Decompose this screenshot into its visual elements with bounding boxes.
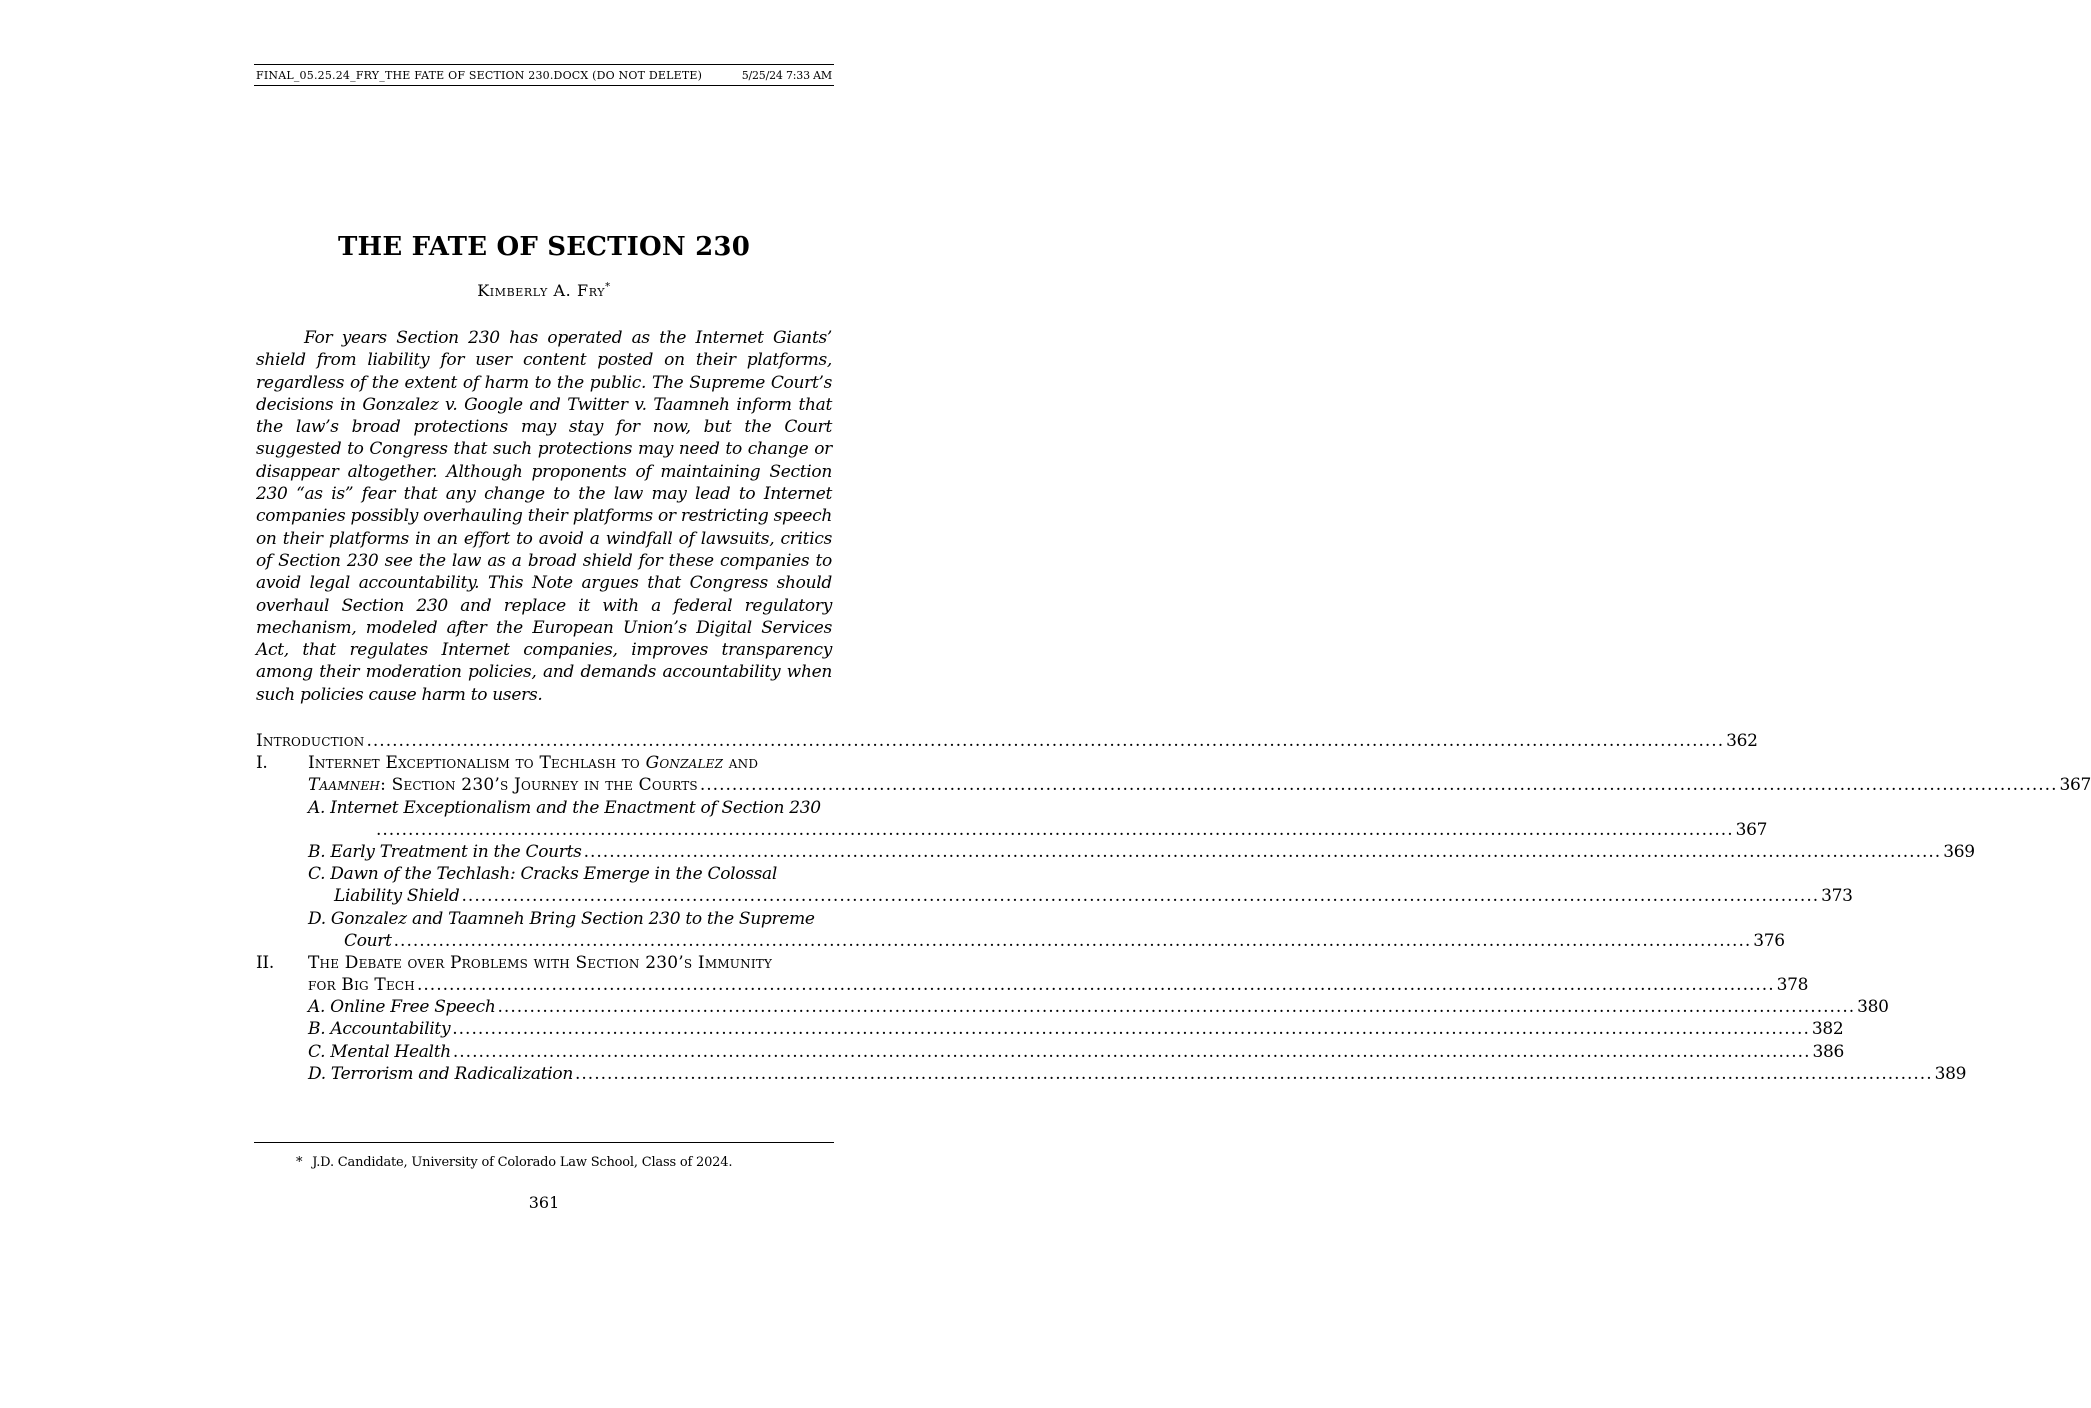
toc-page-number: 376 — [1753, 930, 1785, 951]
toc-entry-part-1 — [256, 752, 832, 774]
toc-entry-2d — [256, 1063, 1967, 1085]
footnote-divider — [254, 1142, 834, 1143]
article-title: THE FATE OF SECTION 230 — [338, 232, 750, 262]
header-timestamp: 5/25/24 7:33 AM — [741, 68, 832, 82]
author-line — [254, 281, 834, 300]
toc-entry-part-2 — [256, 952, 832, 974]
toc-entry-introduction — [256, 730, 1758, 752]
toc-label: Internet Exceptionalism to Techlash to — [308, 753, 646, 774]
toc-label: Introduction — [256, 731, 365, 751]
toc-leader — [575, 1063, 1933, 1085]
running-header — [254, 64, 834, 86]
toc-leader — [700, 774, 2058, 796]
toc-part-number: II. — [256, 952, 274, 973]
toc-leader — [453, 1041, 1811, 1063]
toc-leader — [452, 1018, 1810, 1040]
toc-entry-part-1-cont — [256, 774, 2091, 796]
toc-label: B. Accountability — [308, 1019, 451, 1040]
toc-page-number: 378 — [1776, 975, 1809, 996]
toc-label: Liability Shield — [334, 886, 460, 907]
toc-entry-2a — [256, 996, 1889, 1018]
toc-leader — [498, 996, 1856, 1018]
toc-entry-2c — [256, 1041, 1845, 1063]
footnote-marker: * — [296, 1155, 303, 1170]
toc-label: D. Gonzalez and Taamneh Bring Section 230 to the Supreme — [308, 908, 815, 929]
author-name: Kimberly A. Fry — [477, 281, 606, 300]
toc-label: C. Dawn of the Techlash: Cracks Emerge in the Colossal — [308, 864, 778, 885]
toc-leader — [376, 819, 1734, 841]
toc-entry-1d-cont — [256, 930, 1785, 952]
toc-page-number: 362 — [1726, 731, 1758, 751]
toc-page-number: 389 — [1934, 1063, 1967, 1084]
toc-entry-part-2-cont — [256, 974, 1809, 996]
toc-part-number: I. — [256, 753, 268, 774]
page-number: 361 — [528, 1193, 560, 1212]
toc-entry-2b — [256, 1018, 1844, 1040]
toc-case-name: Gonzalez — [645, 753, 724, 774]
toc-leader — [462, 885, 1820, 907]
author-footnote-marker: * — [605, 281, 611, 293]
toc-label: : Section 230’s Journey in the Courts — [380, 775, 698, 796]
toc-page-number: 367 — [1735, 819, 1768, 840]
footnote-text: J.D. Candidate, University of Colorado Law School, Class of 2024. — [312, 1155, 733, 1170]
toc-label: The Debate over Problems with Section 230’s Immunity — [308, 952, 773, 973]
table-of-contents — [256, 730, 2091, 1085]
toc-page-number: 380 — [1857, 997, 1889, 1018]
toc-label: C. Mental Health — [308, 1041, 451, 1062]
header-filename: FINAL_05.25.24_FRY_THE FATE OF SECTION 230.DOCX (DO NOT DELETE) — [256, 68, 703, 82]
toc-label: D. Terrorism and Radicalization — [308, 1063, 573, 1084]
toc-page-number: 382 — [1811, 1019, 1844, 1040]
toc-entry-1a-cont — [256, 819, 1768, 841]
toc-leader — [584, 841, 1942, 863]
toc-page-number: 373 — [1821, 886, 1853, 907]
toc-page-number: 386 — [1812, 1041, 1845, 1062]
toc-label: B. Early Treatment in the Courts — [308, 841, 582, 862]
abstract: For years Section 230 has operated as the Internet Giants’ shield from liability for user content posted on their platforms, regardless of the extent of harm to the public. The Supreme Court’s decisions in Gonzalez v. Google and Twitter v. Taamneh inform that the law’s broad protections may stay for now, but the Court suggested to Congress that such protections may need to change or disappear altogether. Although proponents of maintaining Section 230 “as is” fear that any change to the law may lead to Internet companies possibly overhauling their platforms or restricting speech on their platforms in an effort to avoid a windfall of lawsuits, critics of Section 230 see the law as a broad shield for these companies to avoid legal accountability. This Note argues that Congress should overhaul Section 230 and replace it with a federal regulatory mechanism, modeled after the European Union’s Digital Services Act, that regulates Internet companies, improves transparency among their moderation policies, and demands accountability when such policies cause harm to users. — [256, 328, 832, 705]
toc-leader — [367, 730, 1725, 752]
toc-leader — [417, 974, 1775, 996]
toc-page-number: 367 — [2059, 775, 2091, 796]
toc-label: A. Internet Exceptionalism and the Enactment of Section 230 — [308, 797, 821, 818]
toc-label: and — [723, 753, 759, 774]
toc-entry-1b — [256, 841, 1975, 863]
toc-entry-1c-cont — [256, 885, 1853, 907]
toc-leader — [394, 930, 1752, 952]
toc-label: for Big Tech — [308, 975, 415, 996]
toc-entry-1a — [256, 797, 832, 819]
toc-label: A. Online Free Speech — [308, 997, 496, 1018]
toc-page-number: 369 — [1943, 841, 1975, 862]
toc-label: Court — [344, 930, 392, 951]
toc-case-name: Taamneh — [308, 775, 381, 796]
toc-entry-1c — [256, 863, 832, 885]
toc-entry-1d — [256, 908, 832, 930]
footnote — [296, 1155, 836, 1170]
